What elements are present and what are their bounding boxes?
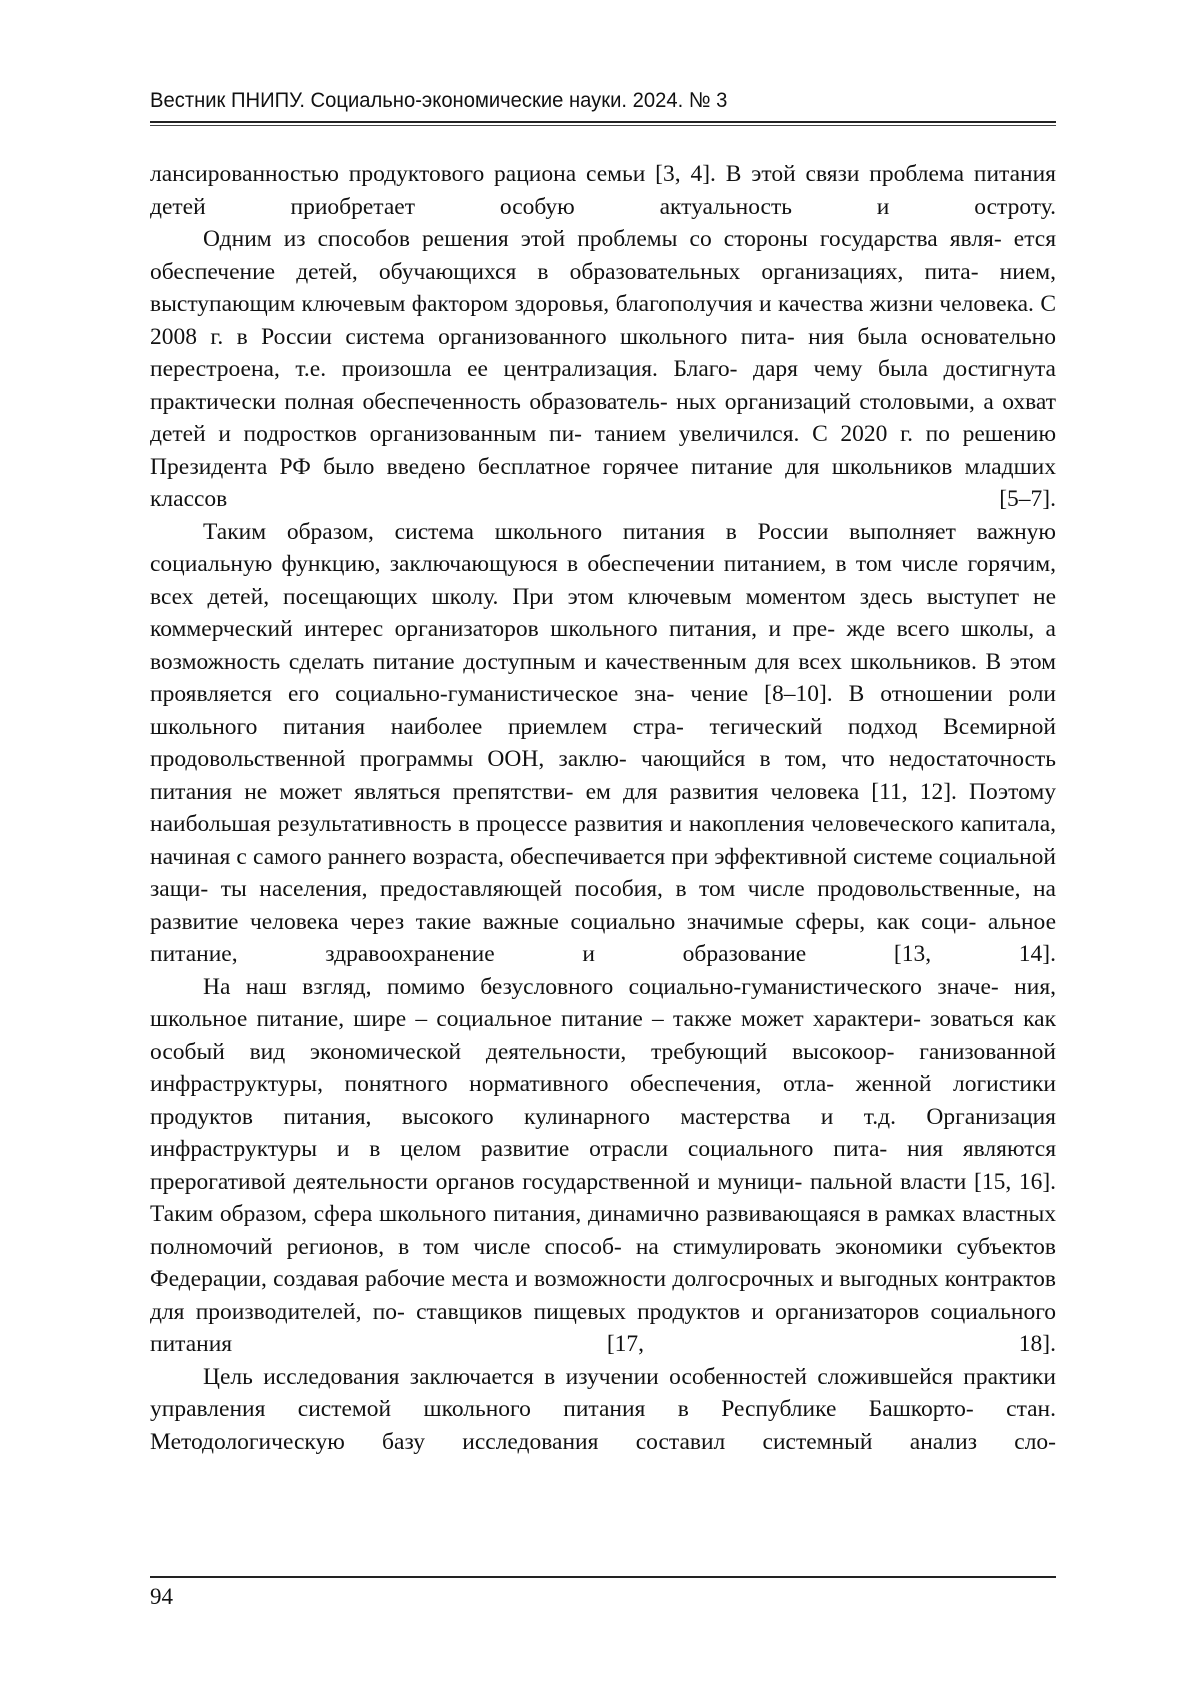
paragraph [150, 223, 1056, 516]
text-line: возможности долгосрочных и выгодных контрактов для производителей, по- [150, 1266, 1056, 1325]
text-line: для всех школьников. В этом проявляется его социально-гуманистическое зна- [150, 649, 1056, 708]
text-line: практики управления системой школьного питания в Республике Башкорто- [150, 1364, 1056, 1423]
text-line: социальную функцию, заключающуюся в обеспечении питанием, в том числе [150, 551, 958, 577]
text-line: ставщиков пищевых продуктов и организаторов социального питания [17, 18]. [150, 1299, 1056, 1358]
text-line: жде всего школы, а возможность сделать питание доступным и качественным [150, 616, 1056, 675]
running-header: Вестник ПНИПУ. Социально-экономические науки. 2024. № 3 [150, 88, 1002, 113]
text-line: бесплатное горячее питание для школьников младших классов [5–7]. [150, 454, 1056, 513]
text-line: чение [8–10]. В отношении роли школьного питания наиболее приемлем стра- [150, 681, 1056, 740]
text-line: тегический подход Всемирной продовольственной программы ООН, заклю- [150, 714, 1056, 773]
text-line: Организация инфраструктуры и в целом развитие отрасли социального пита- [150, 1104, 1056, 1163]
text-line: развивающаяся в рамках властных полномочий регионов, в том числе способ- [150, 1201, 1056, 1260]
paragraph [150, 158, 1056, 223]
text-line: ния была основательно перестроена, т.е. произошла ее централизация. Благо- [150, 324, 1056, 383]
text-line: На наш взгляд, помимо безусловного социально-гуманистического значе- [203, 974, 999, 1000]
text-line: лансированностью продуктового рациона семьи [3, 4]. В этой связи проблема [150, 161, 964, 187]
text-line: выступет не коммерческий интерес организаторов школьного питания, и пре- [150, 584, 1056, 643]
header-rule-thin [150, 125, 1056, 126]
article-body [150, 158, 1056, 1458]
text-line: ния являются прерогативой деятельности органов государственной и муници- [150, 1136, 1056, 1195]
text-line: ется обеспечение детей, обучающихся в образовательных организациях, пита- [150, 226, 1056, 285]
text-line: ганизованной инфраструктуры, понятного нормативного обеспечения, отла- [150, 1039, 1056, 1098]
text-line: питания детей приобретает особую актуальность и остроту. [150, 161, 1056, 220]
text-line: нием, выступающим ключевым фактором здоровья, благополучия и качества [150, 259, 1056, 318]
header-rule [150, 121, 1056, 123]
text-line: танием увеличился. С 2020 г. по решению Президента РФ было введено [150, 421, 1056, 480]
text-line: чающийся в том, что недостаточность питания не может являться препятстви- [150, 746, 1056, 805]
paragraph [150, 516, 1056, 971]
text-line: Цель исследования заключается в изучении особенностей сложившейся [203, 1364, 953, 1390]
text-line: процессе развития и накопления человеческого капитала, начиная с самого [150, 811, 1056, 870]
text-line: пальной власти [15, 16]. Таким образом, сфера школьного питания, динамично [150, 1169, 1056, 1228]
paragraph [150, 971, 1056, 1361]
text-line: ния, школьное питание, шире – социальное питание – также может характери- [150, 974, 1056, 1033]
text-line: горячим, всех детей, посещающих школу. При этом ключевым моментом здесь [150, 551, 1056, 610]
text-line: ем для развития человека [11, 12]. Поэтому наибольшая результативность в [150, 779, 1056, 838]
text-line: женной логистики продуктов питания, высокого кулинарного мастерства и т.д. [150, 1071, 1056, 1130]
text-line: раннего возраста, обеспечивается при эффективной системе социальной защи- [150, 844, 1056, 903]
text-line: ты населения, предоставляющей пособия, в том числе продовольственные, на [221, 876, 1056, 902]
text-line: альное питание, здравоохранение и образование [13, 14]. [150, 909, 1056, 968]
text-line: ных организаций столовыми, а охват детей и подростков организованным пи- [150, 389, 1056, 448]
text-line: развитие человека через такие важные социально значимые сферы, как соци- [150, 909, 976, 935]
text-line: жизни человека. С 2008 г. в России система организованного школьного пита- [150, 291, 1056, 350]
page-number: 94 [150, 1584, 173, 1610]
text-line: стан. Методологическую базу исследования составил системный анализ сло- [150, 1396, 1056, 1455]
text-line: Одним из способов решения этой проблемы со стороны государства явля- [203, 226, 1002, 252]
text-line: зоваться как особый вид экономической деятельности, требующий высокоор- [150, 1006, 1056, 1065]
text-line: Таким образом, система школьного питания в России выполняет важную [203, 519, 1056, 545]
footer-rule [150, 1576, 1056, 1578]
text-line: даря чему была достигнута практически полная обеспеченность образователь- [150, 356, 1056, 415]
text-line: на стимулировать экономики субъектов Федерации, создавая рабочие места и [150, 1234, 1056, 1293]
paragraph [150, 1361, 1056, 1459]
